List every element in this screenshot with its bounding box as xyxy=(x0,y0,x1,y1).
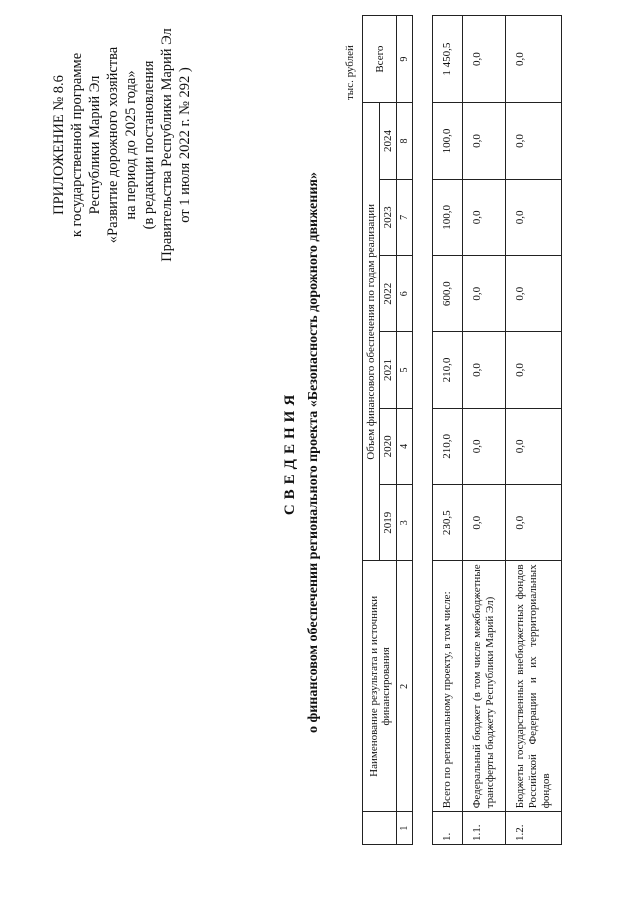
row-label: Бюджеты государственных внебюджетных фондов Российской Федерации и их территориальных фондов xyxy=(506,561,562,812)
column-number-cell: 3 xyxy=(397,485,413,561)
appendix-line: «Развитие дорожного хозяйства xyxy=(105,46,121,244)
row-value: 0,0 xyxy=(463,408,506,484)
column-number-cell: 4 xyxy=(397,408,413,484)
table-row xyxy=(433,16,463,845)
units-label: тыс. рублей xyxy=(344,45,356,100)
row-value: 210,0 xyxy=(433,332,463,408)
table-row xyxy=(463,16,506,845)
row-value: 0,0 xyxy=(463,103,506,179)
column-number-cell: 1 xyxy=(397,812,413,845)
financing-table-body xyxy=(432,15,562,845)
column-number-cell: 2 xyxy=(397,561,413,812)
row-value: 0,0 xyxy=(463,332,506,408)
row-value: 0,0 xyxy=(506,103,562,179)
header-year-cell: 2020 xyxy=(380,408,397,484)
row-value: 0,0 xyxy=(506,332,562,408)
row-value: 0,0 xyxy=(463,485,506,561)
row-label: Федеральный бюджет (в том числе межбюджетные трансферты бюджету Республики Марий Эл) xyxy=(463,561,506,812)
appendix-line: на период до 2025 года» xyxy=(123,70,139,220)
header-year-cell: 2021 xyxy=(380,332,397,408)
header-group-cell: Объем финансового обеспечения по годам реализации xyxy=(363,103,380,561)
header-year-cell: 2022 xyxy=(380,256,397,332)
row-value: 0,0 xyxy=(463,256,506,332)
row-value: 100,0 xyxy=(433,179,463,255)
appendix-line: от 1 июля 2022 г. № 292 ) xyxy=(177,67,193,223)
row-value: 100,0 xyxy=(433,103,463,179)
row-value: 0,0 xyxy=(506,408,562,484)
header-row xyxy=(363,16,380,845)
header-name-cell: Наименование результата и источники финансирования xyxy=(363,561,397,812)
row-value: 600,0 xyxy=(433,256,463,332)
row-value: 210,0 xyxy=(433,408,463,484)
header-num-cell xyxy=(363,812,397,845)
row-value: 0,0 xyxy=(463,179,506,255)
table-row xyxy=(506,16,562,845)
row-value: 230,5 xyxy=(433,485,463,561)
row-number: 1. xyxy=(433,812,463,845)
document-title: СВЕДЕНИЯ xyxy=(282,389,298,516)
header-year-cell: 2023 xyxy=(380,179,397,255)
column-number-cell: 7 xyxy=(397,179,413,255)
row-label: Всего по региональному проекту, в том числе: xyxy=(433,561,463,812)
row-number: 1.1. xyxy=(463,812,506,845)
appendix-line: к государственной программе xyxy=(69,52,85,238)
financing-table xyxy=(362,15,413,845)
row-total: 1 450,5 xyxy=(433,16,463,103)
column-number-cell: 6 xyxy=(397,256,413,332)
row-value: 0,0 xyxy=(506,485,562,561)
header-year-cell: 2024 xyxy=(380,103,397,179)
appendix-line: Республики Марий Эл xyxy=(87,75,103,215)
column-number-cell: 8 xyxy=(397,103,413,179)
appendix-line: Правительства Республики Марий Эл xyxy=(159,28,175,262)
column-number-row xyxy=(397,16,413,845)
appendix-line: ПРИЛОЖЕНИЕ № 8.6 xyxy=(51,75,67,215)
row-value: 0,0 xyxy=(506,256,562,332)
appendix-line: (в редакции постановления xyxy=(141,60,157,230)
document-subtitle: о финансовом обеспечении регионального проекта «Безопасность дорожного движения» xyxy=(306,172,321,733)
header-year-cell: 2019 xyxy=(380,485,397,561)
row-number: 1.2. xyxy=(506,812,562,845)
header-total-cell: Всего xyxy=(363,16,397,103)
row-total: 0,0 xyxy=(463,16,506,103)
row-total: 0,0 xyxy=(506,16,562,103)
column-number-cell: 5 xyxy=(397,332,413,408)
appendix-block xyxy=(50,10,194,280)
column-number-cell: 9 xyxy=(397,16,413,103)
row-value: 0,0 xyxy=(506,179,562,255)
